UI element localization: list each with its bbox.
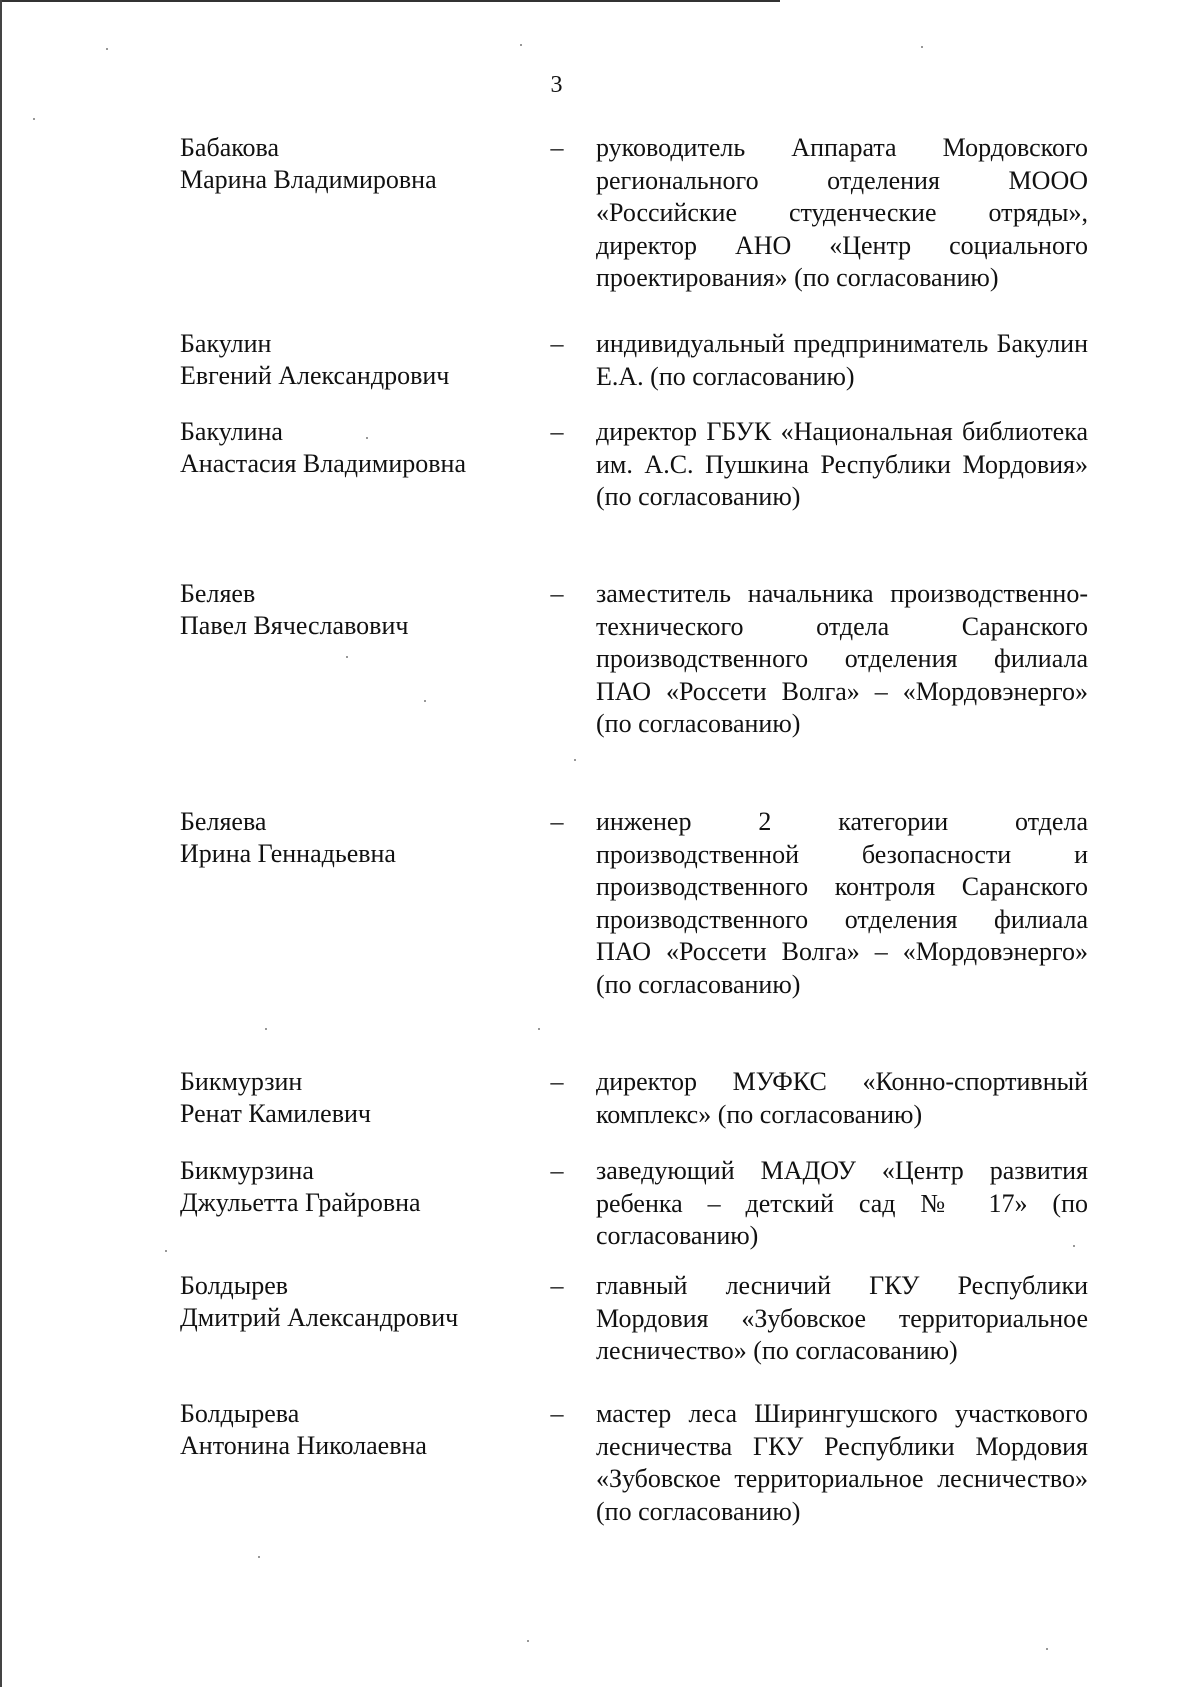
scan-speck: [527, 1640, 529, 1642]
person-name: [180, 1398, 520, 1462]
scan-border-left: [0, 0, 2, 1687]
position-description: директор МУФКС «Конно-спортивный комплекс» (по согласованию): [596, 1067, 1088, 1129]
given-names: Дмитрий Александрович: [180, 1303, 459, 1332]
dash-separator: –: [550, 1271, 564, 1300]
surname: Бакулин: [180, 329, 272, 358]
dash-separator: –: [550, 1067, 564, 1096]
position-description: директор ГБУК «Национальная библиотека им. А.С. Пушкина Республики Мордовия» (по согласованию): [596, 417, 1088, 512]
dash-separator: –: [550, 417, 564, 446]
scan-speck: [258, 1556, 260, 1558]
scan-speck: [33, 118, 35, 120]
scan-speck: [265, 1028, 267, 1030]
surname: Беляев: [180, 579, 256, 608]
position-description: главный лесничий ГКУ Республики Мордовия «Зубовское территориальное лесничество» (по согласованию): [596, 1271, 1088, 1366]
person-name: [180, 1066, 520, 1130]
surname: Беляева: [180, 807, 267, 836]
person-name: [180, 132, 520, 196]
dash-separator: –: [550, 329, 564, 358]
scan-speck: [165, 1250, 167, 1252]
dash-separator: –: [550, 1399, 564, 1428]
person-name: [180, 1155, 520, 1219]
given-names: Антонина Николаевна: [180, 1431, 427, 1460]
scan-speck: [106, 48, 108, 50]
dash-separator: –: [550, 1156, 564, 1185]
surname: Бакулина: [180, 417, 283, 446]
scan-speck: [366, 437, 368, 439]
surname: Болдырева: [180, 1399, 300, 1428]
person-name: [180, 416, 520, 480]
given-names: Джульетта Грайровна: [180, 1188, 421, 1217]
position-description: заведующий МАДОУ «Центр развития ребенка – детский сад № 17» (по согласованию): [596, 1156, 1088, 1251]
surname: Болдырев: [180, 1271, 289, 1300]
given-names: Ирина Геннадьевна: [180, 839, 396, 868]
scan-speck: [520, 44, 522, 46]
position-description: индивидуальный предприниматель Бакулин Е.А. (по согласованию): [596, 329, 1088, 391]
scan-speck: [1073, 1245, 1075, 1247]
person-name: [180, 806, 520, 870]
given-names: Ренат Камилевич: [180, 1099, 371, 1128]
surname: Бикмурзина: [180, 1156, 314, 1185]
scan-border-top: [0, 0, 780, 2]
position-description: руководитель Аппарата Мордовского регионального отделения МООО «Российские студенческие отряды», директор АНО «Центр социального проектирования» (по согласованию): [596, 133, 1088, 293]
scan-speck: [346, 656, 348, 658]
scan-speck: [921, 46, 923, 48]
scan-speck: [538, 1028, 540, 1030]
dash-separator: –: [550, 133, 564, 162]
given-names: Евгений Александрович: [180, 361, 450, 390]
given-names: Павел Вячеславович: [180, 611, 409, 640]
position-description: мастер леса Ширингушского участкового лесничества ГКУ Республики Мордовия «Зубовское территориальное лесничество» (по согласованию): [596, 1399, 1088, 1526]
surname: Бикмурзин: [180, 1067, 303, 1096]
given-names: Анастасия Владимировна: [180, 449, 466, 478]
person-name: [180, 578, 520, 642]
given-names: Марина Владимировна: [180, 165, 437, 194]
person-name: [180, 328, 520, 392]
page-number: 3: [550, 72, 563, 98]
position-description: заместитель начальника производственно-технического отдела Саранского производственного отделения филиала ПАО «Россети Волга» – «Мордовэнерго» (по согласованию): [596, 579, 1088, 739]
dash-separator: –: [550, 579, 564, 608]
person-name: [180, 1270, 520, 1334]
scan-speck: [424, 700, 426, 702]
position-description: инженер 2 категории отдела производственной безопасности и производственного контроля Саранского производственного отделения филиала ПАО «Россети Волга» – «Мордовэнерго» (по согласованию): [596, 807, 1088, 999]
scan-speck: [574, 759, 576, 761]
dash-separator: –: [550, 807, 564, 836]
surname: Бабакова: [180, 133, 280, 162]
scan-speck: [1046, 1648, 1048, 1650]
